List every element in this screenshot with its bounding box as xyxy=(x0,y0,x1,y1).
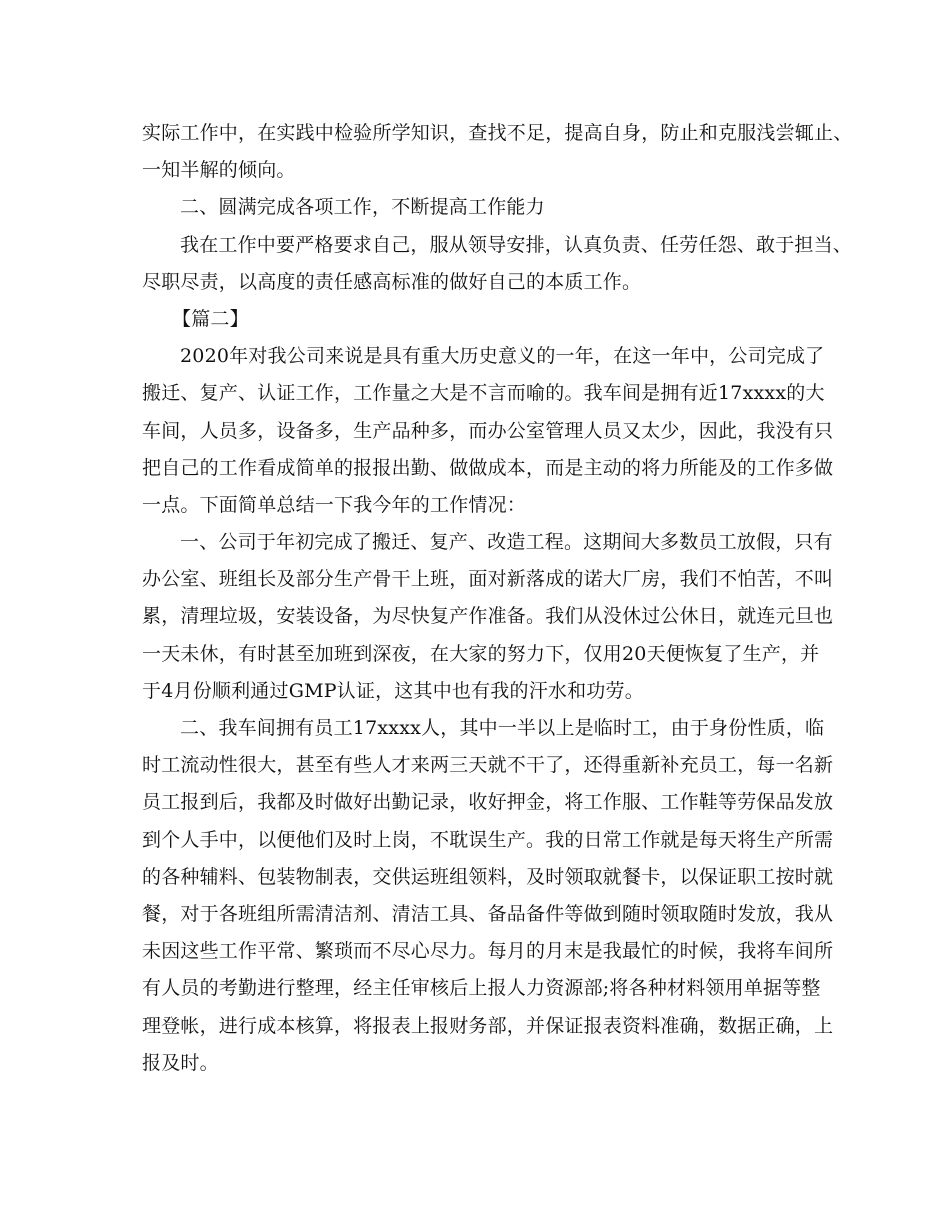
text-line: 我在工作中要严格要求自己，服从领导安排，认真负责、任劳任怨、敢于担当、 xyxy=(180,233,853,256)
text-line: 车间，人员多，设备多，生产品种多，而办公室管理人员又太少，因此，我没有只 xyxy=(142,419,834,442)
text-line: 员工报到后，我都及时做好出勤记录，收好押金，将工作服、工作鞋等劳保品发放 xyxy=(142,791,834,814)
text-line: 于4月份顺利通过GMP认证，这其中也有我的汗水和功劳。 xyxy=(142,679,644,702)
text-line: 时工流动性很大，甚至有些人才来两三天就不干了，还得重新补充员工，每一名新 xyxy=(142,754,834,777)
text-line: 2020年对我公司来说是具有重大历史意义的一年，在这一年中，公司完成了 xyxy=(180,345,825,368)
text-line: 一知半解的倾向。 xyxy=(142,159,296,182)
text-line: 累，清理垃圾，安装设备，为尽快复产作准备。我们从没休过公休日，就连元旦也 xyxy=(142,605,834,628)
part-heading: 【篇二】 xyxy=(172,307,249,330)
text-line: 餐，对于各班组所需清洁剂、清洁工具、备品备件等做到随时领取随时发放，我从 xyxy=(142,902,834,925)
text-line: 理登帐，进行成本核算，将报表上报财务部，并保证报表资料准确，数据正确，上 xyxy=(142,1014,834,1037)
document-body xyxy=(142,115,853,1082)
text-line: 的各种辅料、包装物制表，交供运班组领料，及时领取就餐卡，以保证职工按时就 xyxy=(142,865,834,888)
text-line: 尽职尽责，以高度的责任感高标准的做好自己的本质工作。 xyxy=(142,270,642,293)
text-line: 报及时。 xyxy=(142,1051,219,1074)
section-heading: 二、圆满完成各项工作，不断提高工作能力 xyxy=(180,196,545,219)
text-line: 一、公司于年初完成了搬迁、复产、改造工程。这期间大多数员工放假，只有 xyxy=(180,531,833,554)
text-line: 办公室、班组长及部分生产骨干上班，面对新落成的诺大厂房，我们不怕苦，不叫 xyxy=(142,568,834,591)
text-line: 未因这些工作平常、繁琐而不尽心尽力。每月的月末是我最忙的时候，我将车间所 xyxy=(142,940,834,963)
text-line: 有人员的考勤进行整理，经主任审核后上报人力资源部;将各种材料领用单据等整 xyxy=(142,977,821,1000)
text-line: 到个人手中，以便他们及时上岗，不耽误生产。我的日常工作就是每天将生产所需 xyxy=(142,828,834,851)
text-line: 一天未休，有时甚至加班到深夜，在大家的努力下，仅用20天便恢复了生产，并 xyxy=(142,642,820,665)
text-line: 实际工作中，在实践中检验所学知识，查找不足，提高自身，防止和克服浅尝辄止、 xyxy=(142,122,853,144)
text-line: 二、我车间拥有员工17xxxx人，其中一半以上是临时工，由于身份性质，临 xyxy=(180,717,825,739)
text-line: 搬迁、复产、认证工作，工作量之大是不言而喻的。我车间是拥有近17xxxx的大 xyxy=(142,382,825,405)
text-line: 把自己的工作看成简单的报报出勤、做做成本，而是主动的将力所能及的工作多做 xyxy=(142,456,834,479)
text-line: 一点。下面简单总结一下我今年的工作情况： xyxy=(142,493,527,516)
